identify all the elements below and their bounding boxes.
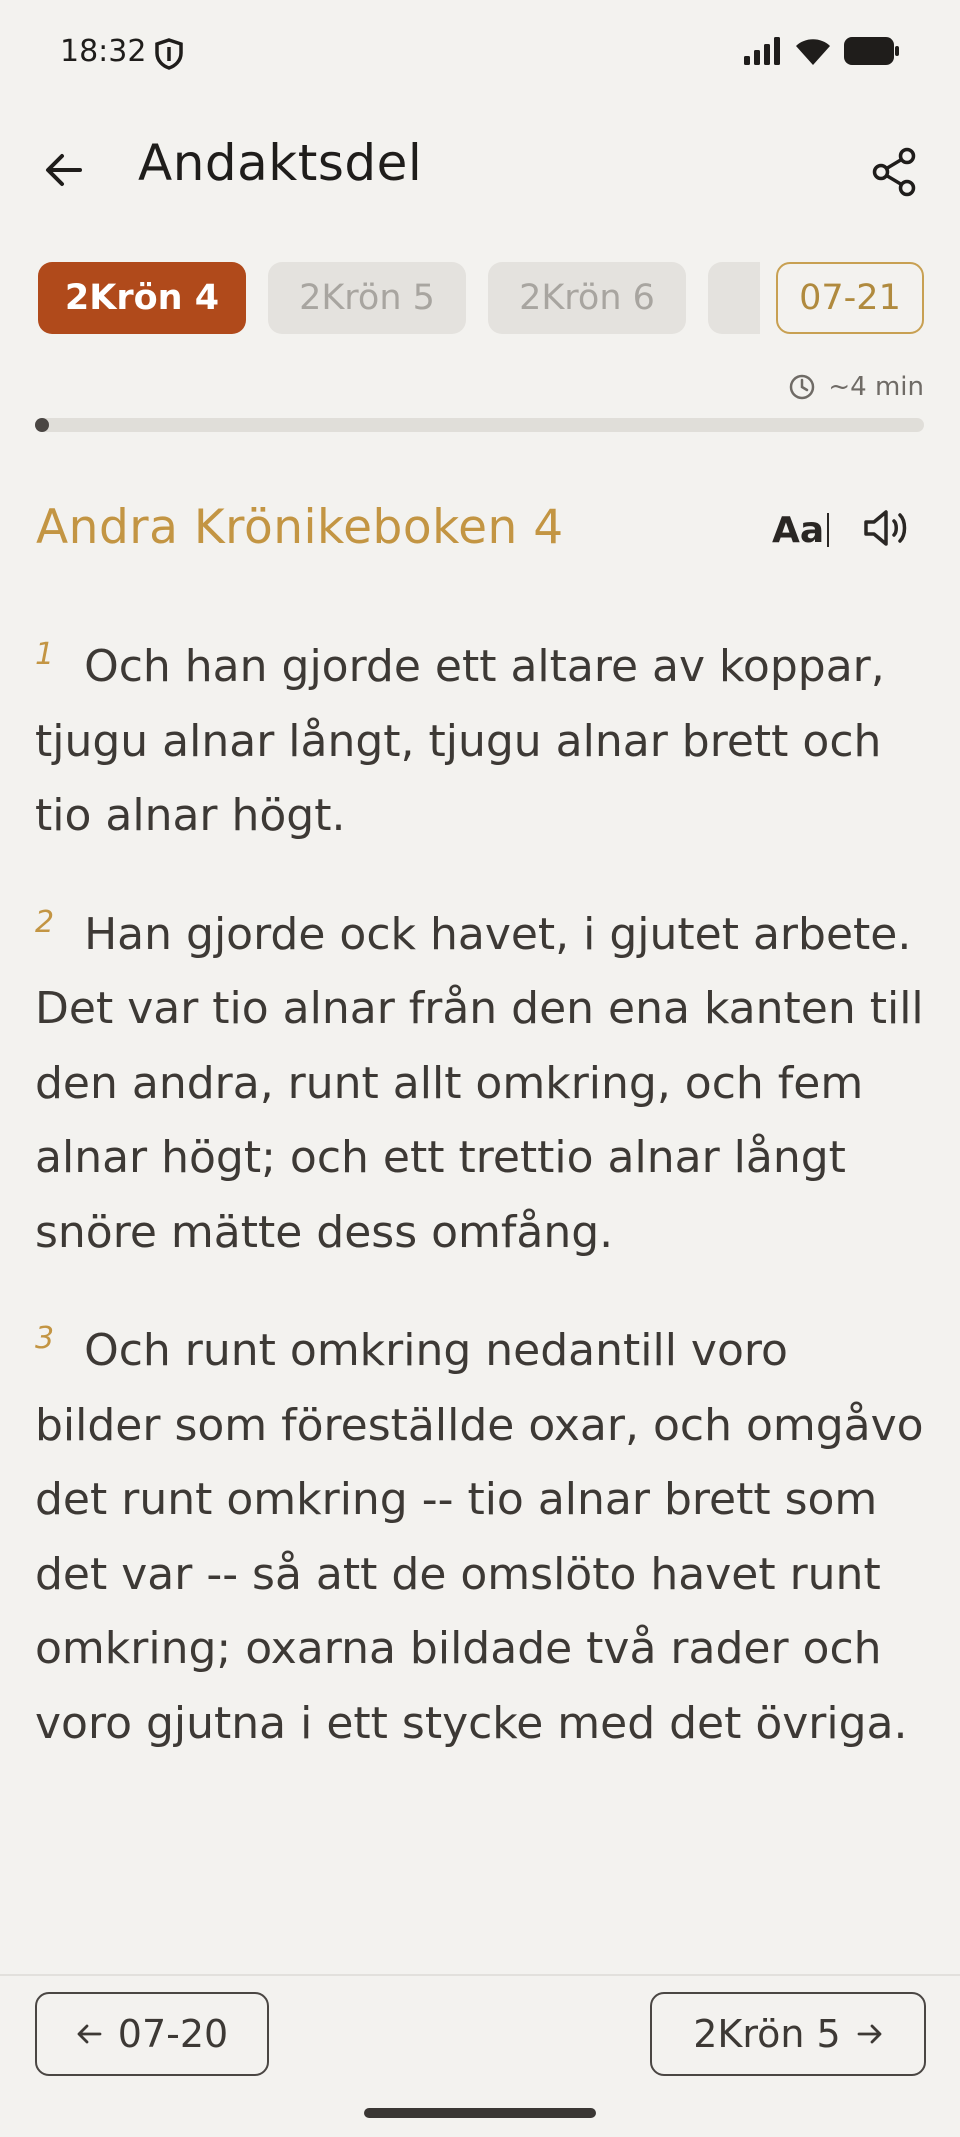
verse-number: 3	[35, 1321, 55, 1356]
text-cursor-mark	[827, 513, 829, 547]
font-size-button[interactable]	[772, 502, 832, 558]
chapter-chip-row	[38, 262, 924, 336]
shield-icon	[154, 38, 184, 70]
reading-time	[788, 372, 924, 402]
chip-2kron-4[interactable]: 2Krön 4	[38, 262, 246, 334]
font-size-icon: Aa	[772, 509, 825, 551]
verse-text: Han gjorde ock havet, i gjutet arbete. Det var tio alnar från den ena kanten till den andra, runt allt omkring, och fem alnar högt; och ett trettio alnar långt snöre mätte dess omfång.	[35, 908, 924, 1258]
share-button[interactable]	[864, 142, 924, 202]
audio-button[interactable]	[856, 498, 918, 558]
verse	[35, 1314, 925, 1761]
arrow-left-icon	[44, 152, 84, 188]
clock-icon	[788, 373, 816, 401]
arrow-left-icon	[76, 2022, 102, 2046]
next-button[interactable]	[650, 1992, 926, 2076]
battery-icon	[844, 37, 900, 69]
reading-progress-track	[36, 418, 924, 432]
arrow-right-icon	[857, 2022, 883, 2046]
next-button-label: 2Krön 5	[693, 2012, 841, 2056]
verse-list	[35, 630, 925, 1805]
verse	[35, 898, 925, 1271]
chip-next-partial[interactable]	[708, 262, 760, 334]
chip-2kron-5[interactable]: 2Krön 5	[268, 262, 466, 334]
verse-number: 1	[35, 637, 55, 672]
back-button[interactable]	[36, 142, 92, 198]
status-bar	[0, 0, 960, 106]
home-indicator[interactable]	[364, 2108, 596, 2118]
app-bar	[0, 120, 960, 220]
verse-text: Och han gjorde ett altare av koppar, tjugu alnar långt, tjugu alnar brett och tio alnar högt.	[35, 641, 885, 841]
wifi-icon	[794, 36, 832, 70]
verse	[35, 630, 925, 854]
verse-text: Och runt omkring nedantill voro bilder som föreställde oxar, och omgåvo det runt omkring -- tio alnar brett som det var -- så att de omslöto havet runt omkring; oxarna bildade två rader och voro gjutna i ett stycke med det övriga.	[35, 1325, 924, 1749]
previous-button-label: 07-20	[117, 2012, 229, 2056]
verse-number: 2	[35, 904, 55, 940]
page-title: Andaktsdel	[138, 134, 423, 192]
speaker-icon	[862, 508, 912, 548]
chapter-title: Andra Krönikeboken 4	[36, 500, 564, 555]
share-icon	[870, 147, 918, 197]
chip-2kron-6[interactable]: 2Krön 6	[488, 262, 686, 334]
status-icons	[744, 36, 900, 70]
bottom-divider	[0, 1974, 960, 1976]
reading-progress-indicator	[35, 418, 49, 432]
reading-time-label: ~4 min	[828, 372, 924, 402]
status-time: 18:32	[60, 34, 147, 69]
date-chip[interactable]: 07-21	[776, 262, 924, 334]
signal-icon	[744, 37, 782, 69]
chapter-chip-scroll[interactable]	[38, 262, 760, 336]
previous-button[interactable]	[35, 1992, 269, 2076]
